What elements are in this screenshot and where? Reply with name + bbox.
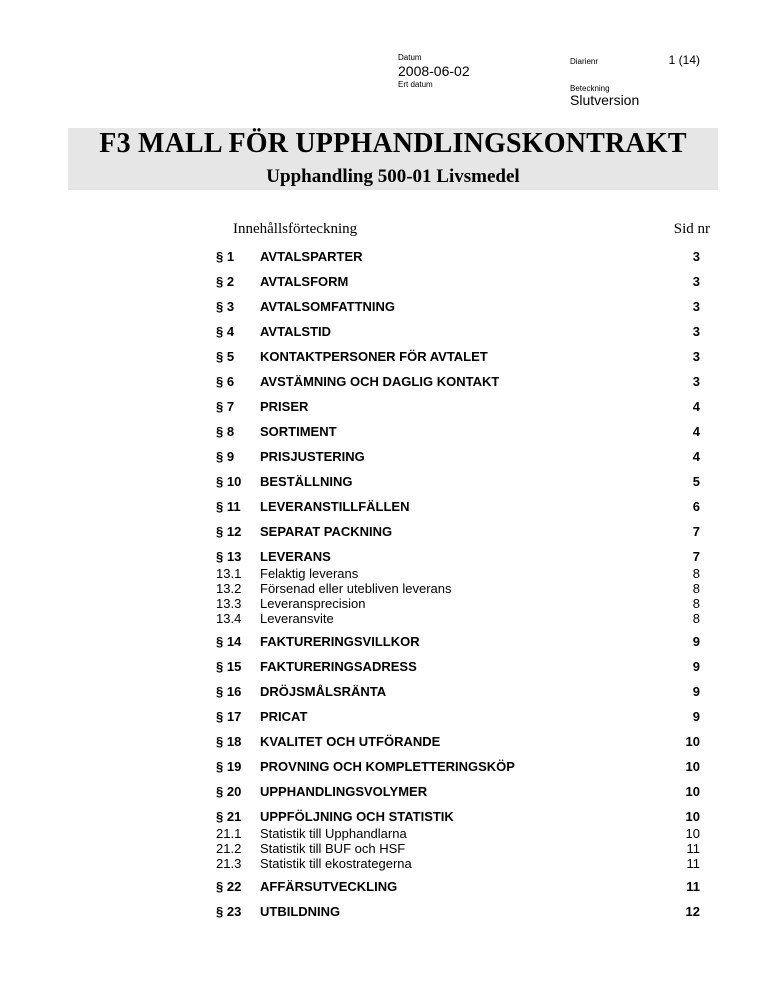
- toc-entry: [216, 349, 700, 366]
- toc-entry-title: AVSTÄMNING OCH DAGLIG KONTAKT: [260, 374, 500, 389]
- beteckning-label: Beteckning: [570, 84, 610, 93]
- toc-entry-page: 7: [692, 549, 700, 564]
- toc-subentry-row: [216, 841, 700, 856]
- toc-subentry-row: [216, 566, 700, 581]
- toc-entry: [216, 684, 700, 701]
- toc-entry-page: 9: [692, 684, 700, 699]
- toc-entry-title: LEVERANSTILLFÄLLEN: [260, 499, 410, 514]
- toc-entry-number: § 17: [216, 709, 242, 724]
- toc-entry-row: [216, 349, 700, 366]
- toc-entry-number: § 22: [216, 879, 242, 894]
- toc-entry-row: [216, 549, 700, 566]
- toc-entry-title: PROVNING OCH KOMPLETTERINGSKÖP: [260, 759, 515, 774]
- toc-entry-page: 9: [692, 659, 700, 674]
- toc-entry: [216, 424, 700, 441]
- toc-subentry-title: Leveransprecision: [260, 596, 366, 611]
- toc-entry-number: § 9: [216, 449, 235, 464]
- toc-entry: [216, 499, 700, 516]
- toc-entry-row: [216, 249, 700, 266]
- toc-entry-title: BESTÄLLNING: [260, 474, 353, 489]
- toc-entry-page: 10: [685, 759, 700, 774]
- toc-entry-number: § 7: [216, 399, 235, 414]
- toc-entry-title: PRICAT: [260, 709, 308, 724]
- toc-entry-row: [216, 784, 700, 801]
- toc-entry-title: PRISJUSTERING: [260, 449, 365, 464]
- toc-entry-page: 3: [692, 349, 700, 364]
- toc-entry-row: [216, 659, 700, 676]
- toc-entry-row: [216, 524, 700, 541]
- toc-entry-page: 7: [692, 524, 700, 539]
- toc-entry-number: § 18: [216, 734, 242, 749]
- toc-entry-number: § 3: [216, 299, 235, 314]
- toc-subentry-row: [216, 611, 700, 626]
- toc-entry: [216, 709, 700, 726]
- toc-entry-number: § 12: [216, 524, 242, 539]
- toc-entry-page: 12: [685, 904, 700, 919]
- toc-entry-page: 9: [692, 634, 700, 649]
- toc-entry-title: SEPARAT PACKNING: [260, 524, 393, 539]
- toc-entry: [216, 324, 700, 341]
- toc-entry-number: § 21: [216, 809, 242, 824]
- ert-datum-label: Ert datum: [398, 80, 433, 89]
- toc-entry: [216, 879, 700, 896]
- toc-entry-row: [216, 734, 700, 751]
- toc-entry-row: [216, 374, 700, 391]
- toc-entry-title: AVTALSPARTER: [260, 249, 363, 264]
- toc-entry-row: [216, 424, 700, 441]
- toc-entry: [216, 374, 700, 391]
- toc-entry: [216, 399, 700, 416]
- page-indicator: 1 (14): [668, 53, 700, 67]
- toc-entry-page: 4: [692, 449, 700, 464]
- toc-subentry-page: 11: [686, 856, 700, 871]
- toc-entry-page: 10: [685, 734, 700, 749]
- toc-entry-page: 6: [692, 499, 700, 514]
- toc-entry-row: [216, 324, 700, 341]
- toc-entry-number: § 13: [216, 549, 242, 564]
- toc-entry-page: 4: [692, 424, 700, 439]
- toc-entry-number: § 10: [216, 474, 242, 489]
- toc-entry: [216, 659, 700, 676]
- toc-entry-title: PRISER: [260, 399, 309, 414]
- toc-entry-number: § 4: [216, 324, 235, 339]
- toc-subentry-row: [216, 856, 700, 871]
- toc-entry-title: UTBILDNING: [260, 904, 341, 919]
- toc-entry-number: § 20: [216, 784, 242, 799]
- toc-entry-title: FAKTURERINGSVILLKOR: [260, 634, 420, 649]
- toc-entry-row: [216, 449, 700, 466]
- toc-entry-title: AVTALSOMFATTNING: [260, 299, 396, 314]
- toc-entry-title: UPPFÖLJNING OCH STATISTIK: [260, 809, 454, 824]
- toc-entry: [216, 299, 700, 316]
- page-title: F3 MALL FÖR UPPHANDLINGSKONTRAKT: [99, 128, 687, 159]
- toc-entry-number: § 6: [216, 374, 235, 389]
- toc-entry: [216, 249, 700, 266]
- beteckning-value: Slutversion: [570, 92, 640, 108]
- toc-entry-row: [216, 759, 700, 776]
- toc-subentry-page: 10: [685, 826, 700, 841]
- toc-entry-title: UPPHANDLINGSVOLYMER: [260, 784, 428, 799]
- datum-label: Datum: [398, 53, 422, 62]
- toc-subentry-number: 13.1: [216, 566, 242, 581]
- toc-entry-title: SORTIMENT: [260, 424, 337, 439]
- toc-entry-page: 3: [692, 274, 700, 289]
- page-subtitle: Upphandling 500-01 Livsmedel: [266, 166, 520, 187]
- toc-entry: [216, 274, 700, 291]
- toc-subentry-title: Försenad eller utebliven leverans: [260, 581, 452, 596]
- toc-entry-title: KVALITET OCH UTFÖRANDE: [260, 734, 441, 749]
- toc-entry-page: 9: [692, 709, 700, 724]
- toc-subentry-number: 13.4: [216, 611, 242, 626]
- toc-entry-page: 3: [692, 374, 700, 389]
- toc-subentry-number: 13.2: [216, 581, 242, 596]
- toc-entry: [216, 734, 700, 751]
- toc-subentry-page: 8: [692, 596, 700, 611]
- toc-entry-page: 10: [685, 809, 700, 824]
- toc-entry-row: [216, 274, 700, 291]
- toc-subentry-number: 13.3: [216, 596, 242, 611]
- table-of-contents: [216, 249, 700, 929]
- toc-subentry-row: [216, 581, 700, 596]
- toc-entry-number: § 1: [216, 249, 235, 264]
- toc-entry-page: 3: [692, 249, 700, 264]
- toc-entry-page: 10: [685, 784, 700, 799]
- toc-entry-row: [216, 474, 700, 491]
- toc-entry-page: 3: [692, 299, 700, 314]
- toc-subentry-page: 8: [692, 566, 700, 581]
- diarienr-label: Diarienr: [570, 57, 599, 66]
- toc-entry-row: [216, 299, 700, 316]
- toc-entry: [216, 809, 700, 871]
- toc-subentry-title: Felaktig leverans: [260, 566, 359, 581]
- toc-entry-page: 3: [692, 324, 700, 339]
- toc-entry-number: § 16: [216, 684, 242, 699]
- toc-entry-number: § 2: [216, 274, 235, 289]
- toc-entry-row: [216, 399, 700, 416]
- toc-entry-number: § 11: [216, 499, 241, 514]
- toc-entry-title: AFFÄRSUTVECKLING: [260, 879, 398, 894]
- toc-subentry-title: Statistik till Upphandlarna: [260, 826, 407, 841]
- toc-subentry-number: 21.3: [216, 856, 242, 871]
- toc-entry-row: [216, 809, 700, 826]
- toc-entry-number: § 8: [216, 424, 235, 439]
- toc-entry: [216, 759, 700, 776]
- toc-heading: Innehållsförteckning: [233, 221, 358, 237]
- toc-entry-row: [216, 634, 700, 651]
- toc-entry-row: [216, 879, 700, 896]
- toc-entry-row: [216, 709, 700, 726]
- toc-entry-number: § 5: [216, 349, 235, 364]
- toc-entry-page: 5: [692, 474, 700, 489]
- toc-entry: [216, 784, 700, 801]
- toc-subentry-page: 8: [692, 611, 700, 626]
- toc-subentry-title: Statistik till BUF och HSF: [260, 841, 406, 856]
- toc-entry: [216, 449, 700, 466]
- toc-entry-number: § 23: [216, 904, 242, 919]
- toc-entry-title: FAKTURERINGSADRESS: [260, 659, 417, 674]
- toc-entry-number: § 15: [216, 659, 242, 674]
- toc-subentry-page: 11: [686, 841, 700, 856]
- toc-entry-number: § 19: [216, 759, 242, 774]
- toc-entry-title: LEVERANS: [260, 549, 331, 564]
- toc-subentry-page: 8: [692, 581, 700, 596]
- toc-entry-row: [216, 904, 700, 921]
- toc-subentry-number: 21.1: [216, 826, 242, 841]
- toc-entry-title: KONTAKTPERSONER FÖR AVTALET: [260, 349, 488, 364]
- toc-entry-number: § 14: [216, 634, 242, 649]
- toc-entry-page: 4: [692, 399, 700, 414]
- toc-entry: [216, 904, 700, 921]
- toc-subentry-title: Leveransvite: [260, 611, 334, 626]
- toc-entry-title: AVTALSTID: [260, 324, 332, 339]
- toc-entry: [216, 634, 700, 651]
- datum-value: 2008-06-02: [398, 63, 470, 79]
- toc-entry-row: [216, 499, 700, 516]
- toc-entry-title: AVTALSFORM: [260, 274, 349, 289]
- toc-entry-title: DRÖJSMÅLSRÄNTA: [260, 684, 387, 699]
- toc-entry-row: [216, 684, 700, 701]
- toc-subentry-title: Statistik till ekostrategerna: [260, 856, 412, 871]
- toc-subentry-row: [216, 826, 700, 841]
- toc-entry-page: 11: [686, 879, 700, 894]
- toc-entry: [216, 524, 700, 541]
- toc-page-heading: Sid nr: [673, 221, 710, 237]
- toc-subentry-number: 21.2: [216, 841, 242, 856]
- toc-entry: [216, 474, 700, 491]
- toc-entry: [216, 549, 700, 626]
- toc-subentry-row: [216, 596, 700, 611]
